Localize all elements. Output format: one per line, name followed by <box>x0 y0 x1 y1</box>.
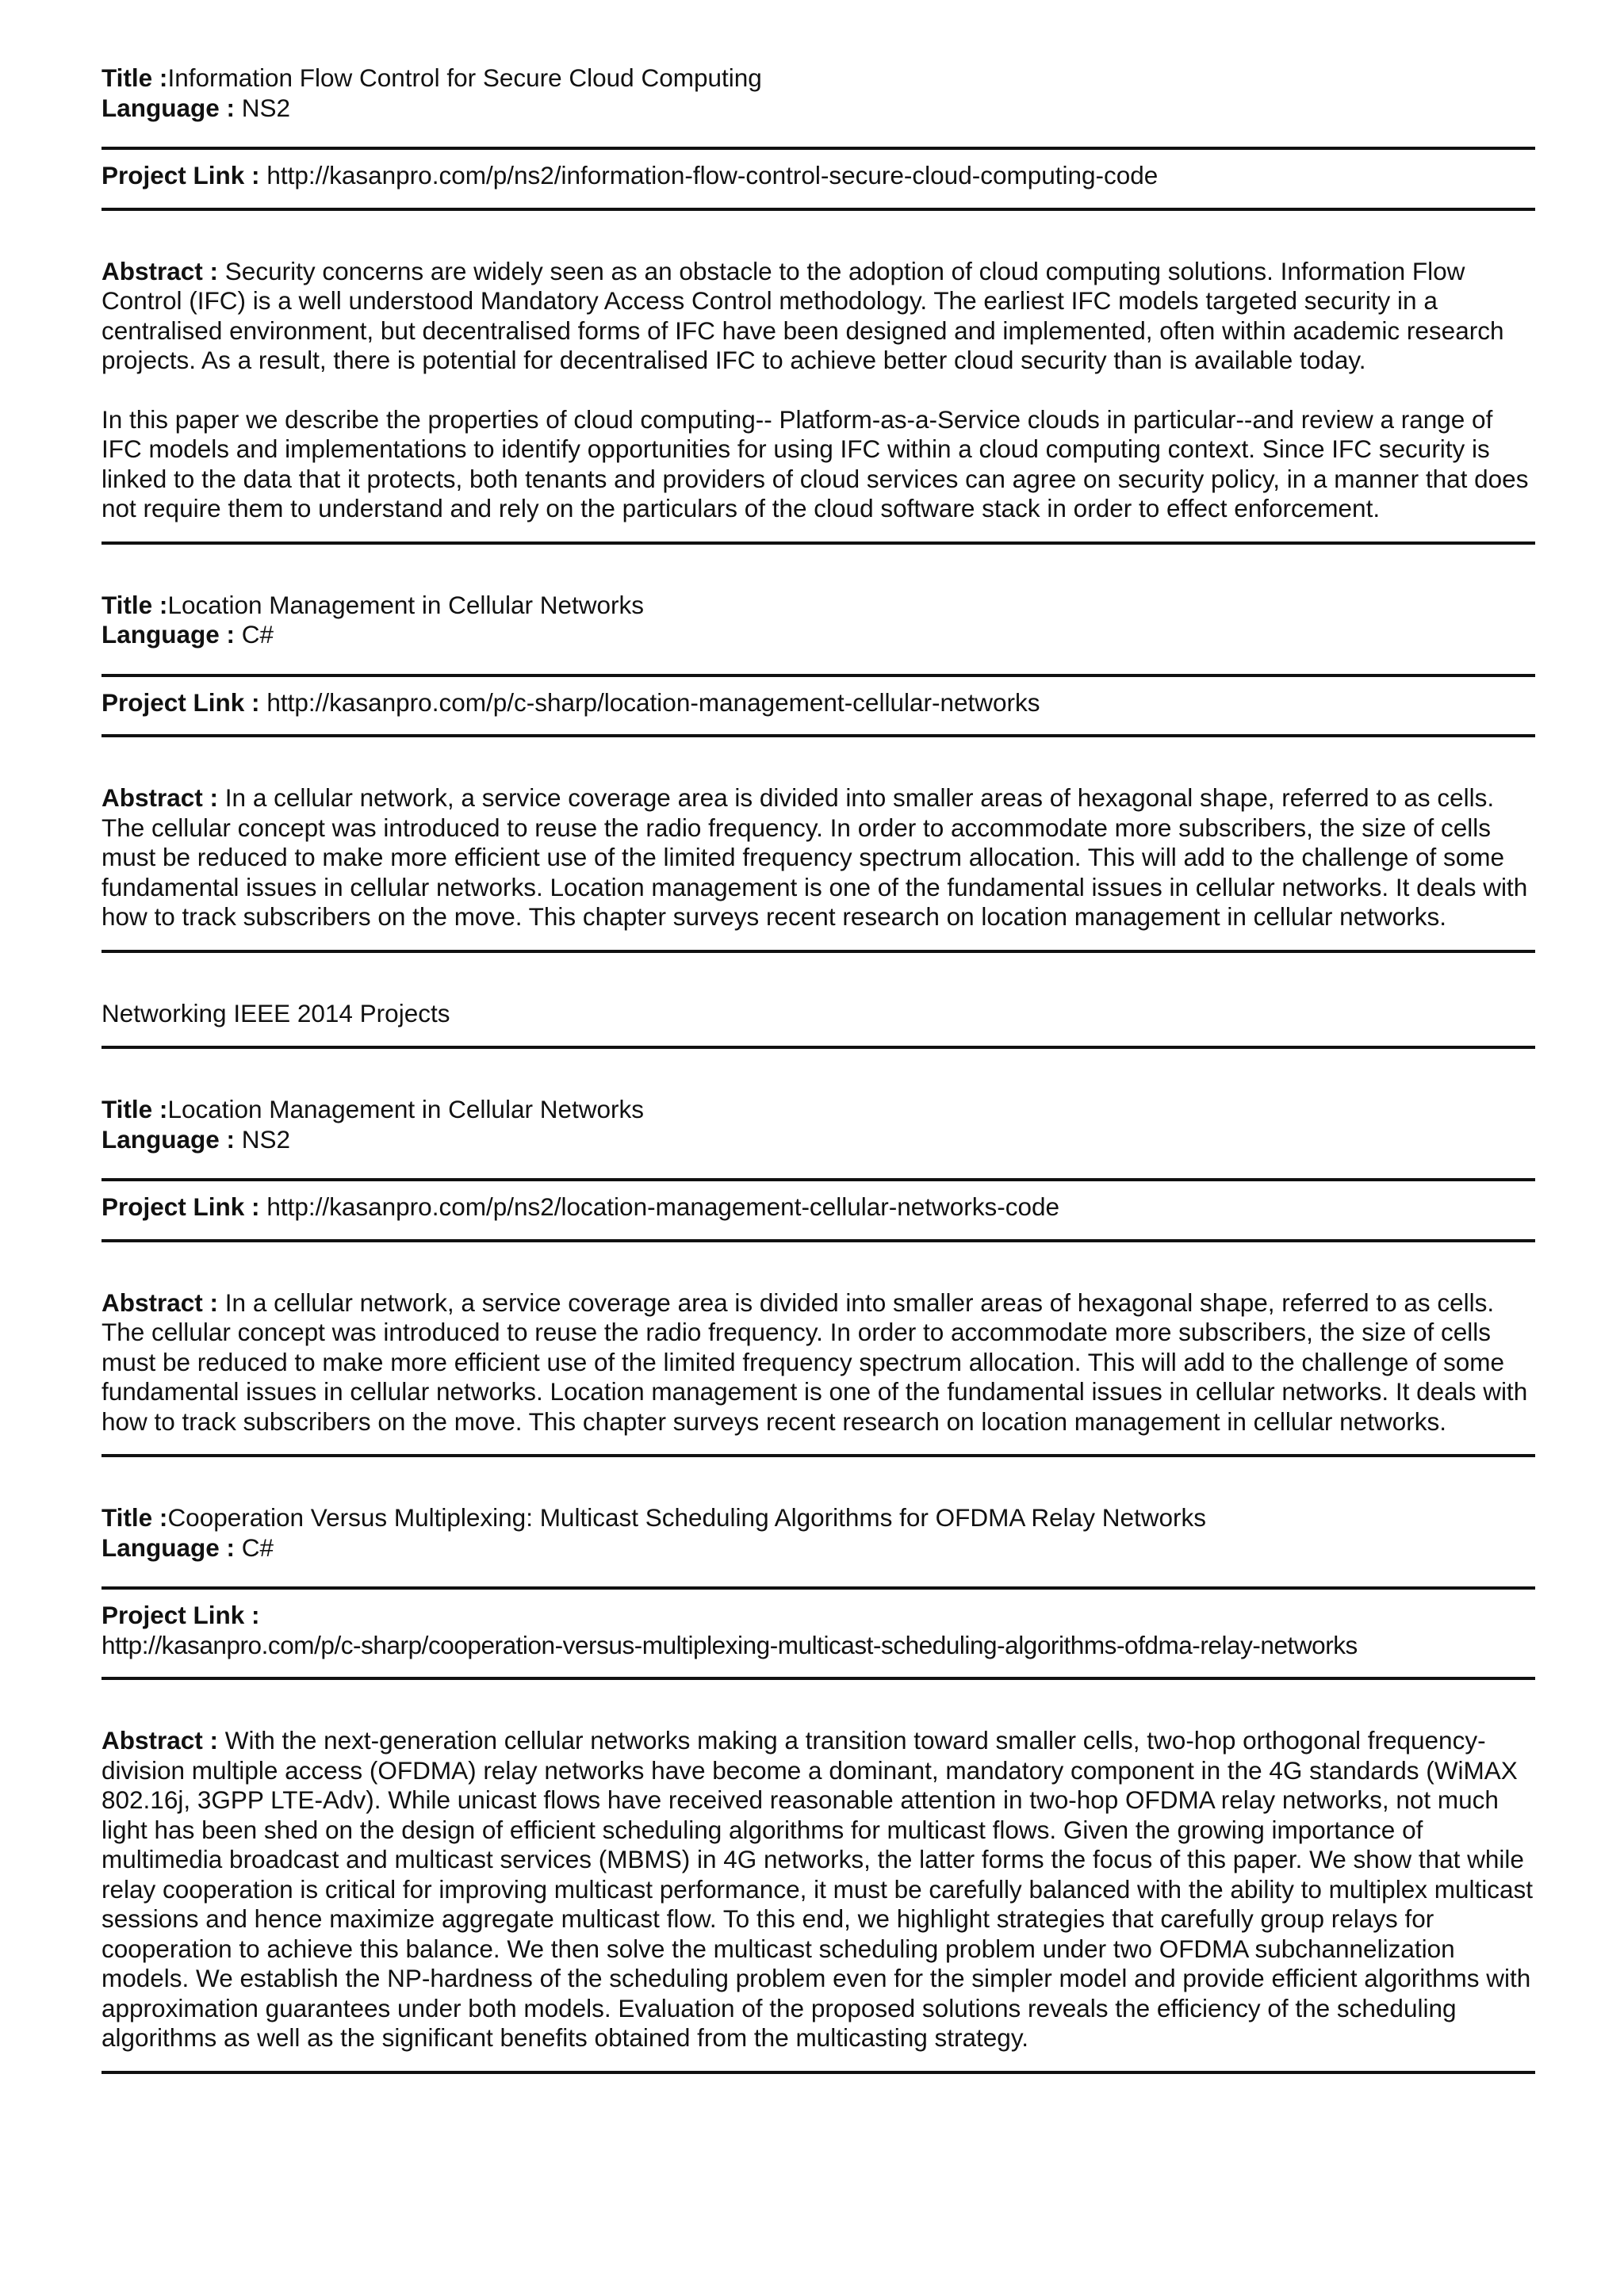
divider <box>102 734 1535 737</box>
project-link-label: Project Link : <box>102 161 260 189</box>
language-label: Language : <box>102 1124 236 1154</box>
project-link-line <box>102 1192 1535 1223</box>
project-link[interactable]: http://kasanpro.com/p/ns2/location-management-cellular-networks-code <box>266 1192 1060 1221</box>
project-link-line <box>102 161 1535 191</box>
title-label: Title : <box>102 1503 168 1532</box>
project-title: Location Management in Cellular Networks <box>167 1095 644 1123</box>
project-language: C# <box>241 620 274 649</box>
divider <box>102 950 1535 953</box>
project-language: NS2 <box>241 93 291 122</box>
divider <box>102 208 1535 211</box>
divider <box>102 1677 1535 1680</box>
project-link-label: Project Link : <box>102 687 260 717</box>
title-line <box>102 1095 1535 1125</box>
divider <box>102 1586 1535 1590</box>
language-line <box>102 620 1535 650</box>
language-line <box>102 94 1535 124</box>
title-label: Title : <box>102 1095 168 1123</box>
project-entry <box>102 591 1535 953</box>
divider <box>102 147 1535 150</box>
title-line <box>102 591 1535 621</box>
abstract-block <box>102 1288 1535 1437</box>
abstract-text: In a cellular network, a service coverage area is divided into smaller areas of hexagonal shape, referred to as cells. The cellular concept was introduced to reuse the radio frequency. In order to accommodate more subscribers, the size of cells must be reduced to make more efficient use of the limited frequency spectrum allocation. This will add to the challenge of some fundamental issues in cellular networks. Location management is one of the fundamental issues in cellular networks. It deals with how to track subscribers on the move. This chapter surveys recent research on location management in cellular networks. <box>102 1288 1528 1436</box>
abstract-label: Abstract : <box>102 783 219 812</box>
project-link-label: Project Link : <box>102 1601 260 1629</box>
abstract-label: Abstract : <box>102 1726 219 1755</box>
section-heading: Networking IEEE 2014 Projects <box>102 998 450 1027</box>
language-label: Language : <box>102 93 236 122</box>
abstract-block <box>102 1726 1535 2053</box>
project-language: C# <box>241 1533 274 1562</box>
project-link[interactable]: http://kasanpro.com/p/c-sharp/location-management-cellular-networks <box>266 687 1040 717</box>
abstract-text: In this paper we describe the properties of cloud computing-- Platform-as-a-Service clouds in particular--and review a range of IFC models and implementations to identify opportunities for using IFC within a cloud computing context. Since IFC security is linked to the data that it protects, both tenants and providers of cloud services can agree on security policy, in a manner that does not require them to understand and rely on the particulars of the cloud software stack in order to effect enforcement. <box>102 404 1529 522</box>
project-entry <box>102 63 1535 545</box>
project-language: NS2 <box>241 1124 291 1154</box>
abstract-block <box>102 783 1535 932</box>
divider <box>102 1178 1535 1181</box>
divider <box>102 1454 1535 1457</box>
project-link-line <box>102 688 1535 718</box>
title-line <box>102 63 1535 94</box>
abstract-label: Abstract : <box>102 1288 219 1317</box>
project-link-label: Project Link : <box>102 1192 260 1221</box>
language-label: Language : <box>102 1533 236 1562</box>
abstract-text: With the next-generation cellular networks making a transition toward smaller cells, two-hop orthogonal frequency-division multiple access (OFDMA) relay networks have become a dominant, mandatory component in the 4G standards (WiMAX 802.16j, 3GPP LTE-Adv). While unicast flows have received reasonable attention in two-hop OFDMA relay networks, not much light has been shed on the design of efficient scheduling algorithms for multicast flows. Given the growing importance of multimedia broadcast and multicast services (MBMS) in 4G networks, the latter forms the focus of this paper. We show that while relay cooperation is critical for improving multicast performance, it must be carefully balanced with the ability to multiplex multicast sessions and hence maximize aggregate multicast flow. To this end, we highlight strategies that carefully group relays for cooperation to achieve this balance. We then solve the multicast scheduling problem under two OFDMA subchannelization models. We establish the NP-hardness of the scheduling problem even for the simpler model and provide efficient algorithms with approximation guarantees under both models. Evaluation of the proposed solutions reveals the efficiency of the scheduling algorithms as well as the significant benefits obtained from the multicasting strategy. <box>102 1726 1533 2052</box>
document-page <box>102 63 1535 2074</box>
abstract-label: Abstract : <box>102 256 219 285</box>
project-title: Information Flow Control for Secure Cloud Computing <box>167 63 762 92</box>
divider <box>102 1239 1535 1242</box>
project-link[interactable]: http://kasanpro.com/p/ns2/information-flow-control-secure-cloud-computing-code <box>266 161 1159 189</box>
abstract-text: Security concerns are widely seen as an obstacle to the adoption of cloud computing solutions. Information Flow Control (IFC) is a well understood Mandatory Access Control methodology. The earliest IFC models targeted security in a centralised environment, but decentralised forms of IFC have been designed and implemented, often within academic research projects. As a result, there is potential for decentralised IFC to achieve better cloud security than is available today. <box>102 256 1504 374</box>
project-entry <box>102 1095 1535 1457</box>
language-line <box>102 1533 1535 1563</box>
language-line <box>102 1125 1535 1155</box>
divider <box>102 2071 1535 2074</box>
project-title: Cooperation Versus Multiplexing: Multicast Scheduling Algorithms for OFDMA Relay Networks <box>167 1503 1206 1532</box>
title-line <box>102 1503 1535 1533</box>
project-title: Location Management in Cellular Networks <box>167 590 644 619</box>
abstract-text: In a cellular network, a service coverage area is divided into smaller areas of hexagonal shape, referred to as cells. The cellular concept was introduced to reuse the radio frequency. In order to accommodate more subscribers, the size of cells must be reduced to make more efficient use of the limited frequency spectrum allocation. This will add to the challenge of some fundamental issues in cellular networks. Location management is one of the fundamental issues in cellular networks. It deals with how to track subscribers on the move. This chapter surveys recent research on location management in cellular networks. <box>102 783 1528 931</box>
divider <box>102 541 1535 545</box>
project-link-line <box>102 1601 1535 1660</box>
project-link[interactable]: http://kasanpro.com/p/c-sharp/cooperation-versus-multiplexing-multicast-scheduling-algorithms-ofdma-relay-networks <box>102 1630 1358 1659</box>
divider <box>102 1046 1535 1049</box>
abstract-block <box>102 257 1535 524</box>
title-label: Title : <box>102 590 168 619</box>
language-label: Language : <box>102 620 236 649</box>
project-entry <box>102 1503 1535 2074</box>
title-label: Title : <box>102 63 168 92</box>
divider <box>102 674 1535 677</box>
